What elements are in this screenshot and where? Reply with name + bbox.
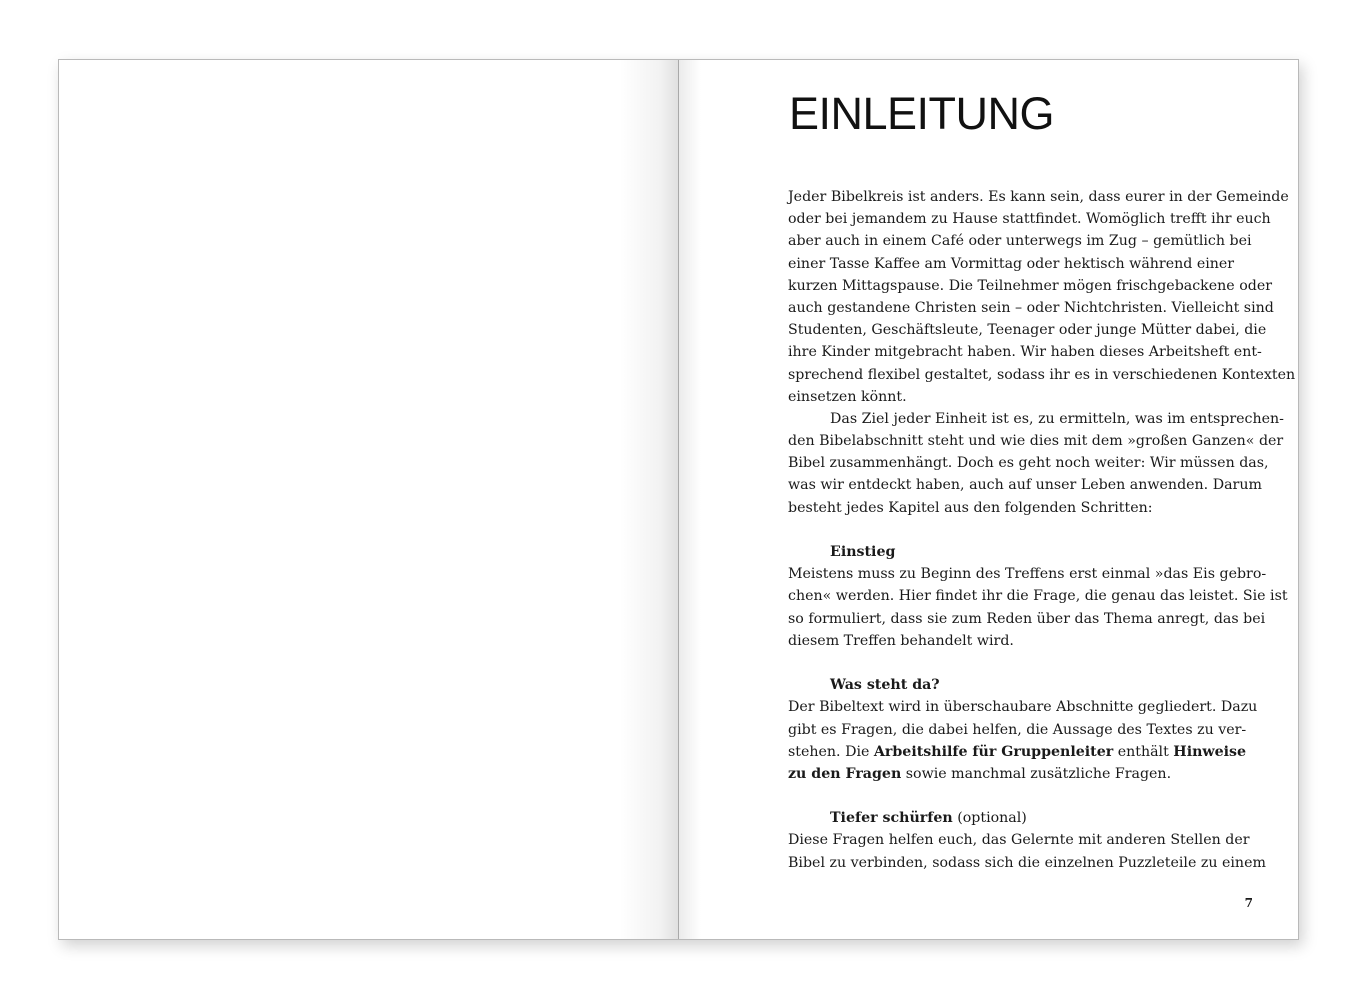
section-heading-suffix: (optional) (952, 810, 1027, 827)
text-line: den Bibelabschnitt steht und wie dies mit dem »großen Ganzen« der (788, 433, 1284, 450)
body-text (788, 186, 1296, 874)
text-line: besteht jedes Kapitel aus den folgenden Schritten: (788, 499, 1153, 516)
page-number: 7 (1244, 896, 1253, 910)
text-line: chen« werden. Hier findet ihr die Frage, die genau das leistet. Sie ist (788, 588, 1288, 605)
text-line: aber auch in einem Café oder unterwegs im Zug – gemütlich bei (788, 233, 1252, 250)
text-line: Der Bibeltext wird in überschaubare Abschnitte gegliedert. Dazu (788, 699, 1258, 716)
section-heading-tiefer-schuerfen (788, 807, 1250, 829)
section-heading-text: Was steht da? (830, 677, 940, 694)
text-line: gibt es Fragen, die dabei helfen, die Aussage des Textes zu ver- (788, 721, 1247, 738)
text-line: auch gestandene Christen sein – oder Nichtchristen. Vielleicht sind (788, 299, 1274, 316)
text-line: so formuliert, dass sie zum Reden über das Thema anregt, das bei (788, 610, 1266, 627)
text-line (788, 763, 1250, 785)
text-line: ihre Kinder mitgebracht haben. Wir haben dieses Arbeitsheft ent- (788, 344, 1262, 361)
text-line: Das Ziel jeder Einheit ist es, zu ermitteln, was im entsprechen- (830, 410, 1284, 427)
text-fragment: sowie manchmal zusätzliche Fragen. (901, 765, 1172, 782)
gutter-shadow (619, 60, 678, 939)
text-line: sprechend flexibel gestaltet, sodass ihr es in verschiedenen Kontexten (788, 366, 1296, 383)
section-heading-einstieg (788, 541, 1250, 563)
text-line: Diese Fragen helfen euch, das Gelernte mit anderen Stellen der (788, 832, 1250, 849)
bold-term: Hinweise (1173, 743, 1247, 760)
text-line (788, 741, 1250, 763)
book-spread (58, 59, 1299, 940)
left-page (59, 60, 678, 939)
text-line: Meistens muss zu Beginn des Treffens erst einmal »das Eis gebro- (788, 566, 1267, 583)
gutter-shadow-right (679, 60, 701, 939)
text-line: einer Tasse Kaffee am Vormittag oder hektisch während einer (788, 255, 1235, 272)
section-heading-was-steht-da (788, 674, 1250, 696)
text-line: oder bei jemandem zu Hause stattfindet. Womöglich trefft ihr euch (788, 211, 1271, 228)
text-fragment: enthält (1113, 743, 1174, 760)
text-line: Bibel zu verbinden, sodass sich die einzelnen Puzzleteile zu einem (788, 854, 1266, 871)
right-page (679, 60, 1298, 939)
text-line: kurzen Mittagspause. Die Teilnehmer mögen frischgebackene oder (788, 277, 1273, 294)
section-heading-text: Tiefer schürfen (830, 810, 953, 827)
paragraph-gap (788, 519, 1250, 541)
text-line: Studenten, Geschäftsleute, Teenager oder junge Mütter dabei, die (788, 322, 1267, 339)
bold-term: Arbeitshilfe für Gruppenleiter (873, 743, 1114, 760)
paragraph-gap (788, 785, 1250, 807)
text-line: Jeder Bibelkreis ist anders. Es kann sein, dass eurer in der Gemeinde (788, 189, 1289, 205)
text-line: diesem Treffen behandelt wird. (788, 632, 1014, 649)
page-title: EINLEITUNG (789, 88, 1055, 139)
section-heading-text: Einstieg (830, 544, 896, 560)
text-line: einsetzen könnt. (788, 388, 907, 405)
text-line: was wir entdeckt haben, auch auf unser Leben anwenden. Darum (788, 477, 1262, 494)
text-line: Bibel zusammenhängt. Doch es geht noch weiter: Wir müssen das, (788, 455, 1269, 472)
paragraph-gap (788, 652, 1250, 674)
bold-term: zu den Fragen (788, 765, 902, 782)
text-fragment: stehen. Die (788, 743, 874, 760)
